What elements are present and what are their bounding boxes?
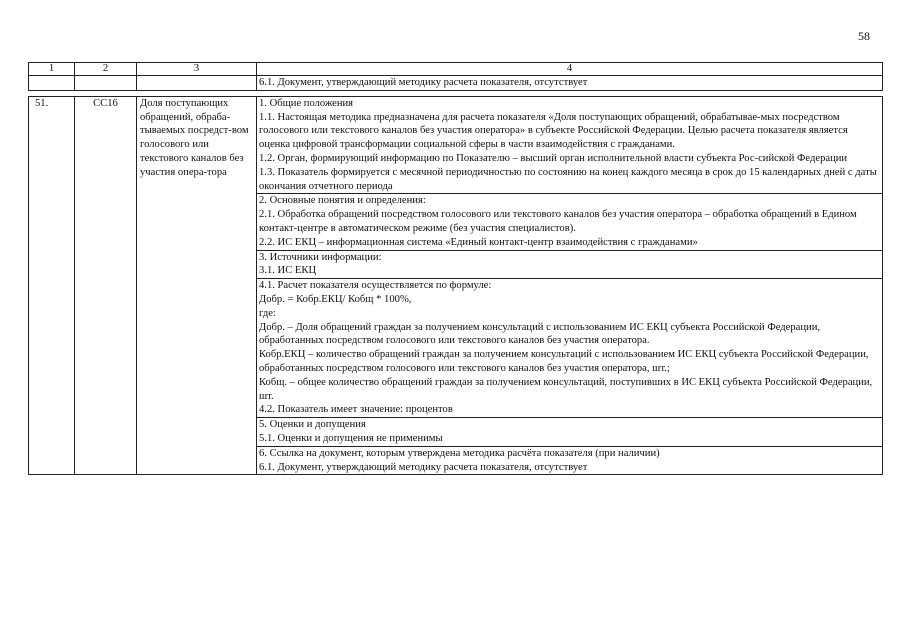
column-header-2: 2 bbox=[75, 63, 137, 76]
section-2-item-1: 2.1. Обработка обращений посредством голосового или текстового каналов без участия оператора – обработка обращений в Едином контакт-центре в автоматическом режиме (без участия специалистов). bbox=[259, 209, 857, 234]
formula-where: где: bbox=[259, 307, 276, 319]
formula-def-dobr: Добр. – Доля обращений граждан за получением консультаций с использованием ИС ЕКЦ субъекта Российской Федерации, обработанных посредством голосового или текстового каналов без участия оператора. bbox=[259, 321, 821, 347]
column-header-3: 3 bbox=[137, 63, 257, 76]
section-3-heading: 3. Источники информации: bbox=[259, 251, 382, 263]
section-4-item-1: 4.1. Расчет показателя осуществляется по формуле: bbox=[259, 280, 492, 292]
section-2-heading: 2. Основные понятия и определения: bbox=[259, 195, 426, 207]
column-header-row bbox=[29, 63, 883, 76]
page-number: 58 bbox=[858, 29, 870, 43]
section-1-heading: 1. Общие положения bbox=[259, 97, 354, 109]
indicator-table bbox=[28, 62, 883, 475]
section-6-heading: 6. Ссылка на документ, которым утверждена методика расчёта показателя (при наличии) bbox=[259, 447, 660, 459]
formula-def-kobr: Кобр.ЕКЦ – количество обращений граждан за получением консультаций с использованием ИС ЕКЦ субъекта Российской Федерации, обработанных посредством голосового или текстового каналов без участия оператора, шт.; bbox=[259, 349, 869, 374]
section-4-item-2: 4.2. Показатель имеет значение: процентов bbox=[259, 404, 453, 416]
continuation-row bbox=[29, 76, 883, 91]
section-1-item-1: 1.1. Настоящая методика предназначена для расчета показателя «Доля поступающих обращений, обрабатывае-мых посредством голосового или текстового каналов без участия оператора» в субъекте Российской Федерации. Целью расчета показателя является оценка цифровой трансформации социальной сферы в части взаимодействия с гражданами. bbox=[259, 111, 848, 151]
section-3-item-1: 3.1. ИС ЕКЦ bbox=[259, 265, 317, 277]
indicator-code: СС16 bbox=[75, 96, 137, 475]
section-5-item-1: 5.1. Оценки и допущения не применимы bbox=[259, 432, 443, 444]
section-general bbox=[257, 96, 883, 194]
column-header-1: 1 bbox=[29, 63, 75, 76]
row-number: 51. bbox=[29, 96, 75, 475]
section-1-item-3: 1.3. Показатель формируется с месячной периодичностью по состоянию на конец каждого месяца в срок до 15 календарных дней с даты окончания отчетного периода bbox=[259, 166, 877, 192]
section-5-heading: 5. Оценки и допущения bbox=[259, 419, 366, 431]
section-sources bbox=[257, 250, 883, 279]
formula-def-kobsch: Кобщ. – общее количество обращений граждан за получением консультаций, поступивших в ИС ЕКЦ субъекта Российской Федерации, шт. bbox=[259, 376, 873, 402]
continuation-text: 6.1. Документ, утверждающий методику расчета показателя, отсутствует bbox=[257, 76, 883, 91]
section-1-item-2: 1.2. Орган, формирующий информацию по Показателю – высший орган исполнительной власти субъекта Рос-сийской Федерации bbox=[259, 152, 848, 164]
section-definitions bbox=[257, 194, 883, 250]
formula: Добр. = Кобр.ЕКЦ/ Кобщ * 100%, bbox=[259, 293, 412, 305]
indicator-row bbox=[29, 96, 883, 194]
section-formula bbox=[257, 279, 883, 418]
section-2-item-2: 2.2. ИС ЕКЦ – информационная система «Единый контакт-центр взаимодействия с гражданами» bbox=[259, 236, 698, 248]
section-6-item-1: 6.1. Документ, утверждающий методику расчета показателя, отсутствует bbox=[259, 461, 588, 473]
section-reference bbox=[257, 446, 883, 475]
section-assumptions bbox=[257, 418, 883, 447]
column-header-4: 4 bbox=[257, 63, 883, 76]
indicator-name: Доля поступающих обращений, обраба-тываемых посредст-вом голосового или текстового каналов без участия опера-тора bbox=[137, 96, 257, 475]
